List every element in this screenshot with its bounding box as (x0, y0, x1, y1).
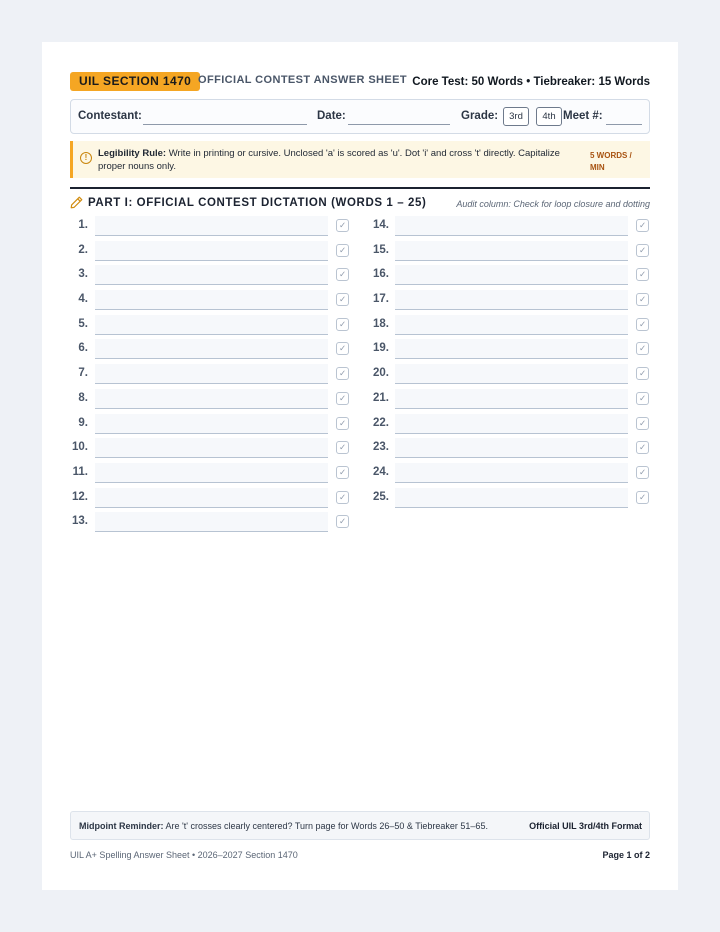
grade-option-4th[interactable]: 4th (536, 107, 562, 126)
reminder-label: Midpoint Reminder: (79, 821, 164, 831)
audit-checkbox[interactable]: ✓ (636, 268, 649, 281)
word-number: 10. (72, 441, 88, 454)
part-title: PART I: OFFICIAL CONTEST DICTATION (WORDS 1 – 25) (88, 197, 427, 209)
answer-row (370, 387, 650, 412)
word-number: 8. (78, 391, 88, 404)
answer-row (370, 486, 650, 511)
answer-field[interactable] (95, 512, 328, 532)
midpoint-reminder-box (70, 811, 650, 840)
audit-checkbox[interactable]: ✓ (636, 466, 649, 479)
word-number: 22. (373, 416, 389, 429)
audit-checkbox[interactable]: ✓ (336, 392, 349, 405)
answer-row (370, 263, 650, 288)
word-number: 12. (72, 490, 88, 503)
answer-row (70, 412, 350, 437)
answer-field[interactable] (95, 216, 328, 236)
answer-field[interactable] (395, 265, 628, 285)
answer-field[interactable] (95, 315, 328, 335)
answer-row (70, 214, 350, 239)
word-number: 1. (78, 219, 88, 231)
answer-field[interactable] (395, 414, 628, 434)
answer-field[interactable] (395, 339, 628, 359)
legibility-rule-label: Legibility Rule: (98, 148, 167, 159)
word-number: 9. (78, 416, 88, 429)
answer-row (370, 412, 650, 437)
answer-field[interactable] (395, 315, 628, 335)
word-number: 13. (72, 515, 88, 528)
answer-field[interactable] (95, 389, 328, 409)
audit-checkbox[interactable]: ✓ (336, 318, 349, 331)
midpoint-reminder (79, 821, 488, 831)
grade-option-3rd[interactable]: 3rd (503, 107, 529, 126)
answer-field[interactable] (95, 241, 328, 261)
answer-field[interactable] (395, 463, 628, 483)
audit-checkbox[interactable]: ✓ (636, 219, 649, 232)
legibility-rule-body: Write in printing or cursive. Unclosed 'a' is scored as 'u'. Dot 'i' and cross 't' directly. Capitalize proper nouns only. (98, 148, 560, 172)
footer-title: UIL A+ Spelling Answer Sheet • 2026–2027 Section 1470 (70, 850, 298, 860)
answer-row (370, 436, 650, 461)
word-column-right (370, 214, 650, 510)
audit-checkbox[interactable]: ✓ (336, 367, 349, 380)
audit-checkbox[interactable]: ✓ (336, 244, 349, 257)
writing-rate-badge: 5 WORDS / MIN (590, 151, 632, 172)
answer-field[interactable] (395, 364, 628, 384)
word-number: 21. (373, 391, 389, 404)
answer-row (70, 288, 350, 313)
section-divider (70, 187, 650, 189)
audit-checkbox[interactable]: ✓ (636, 293, 649, 306)
answer-row (370, 288, 650, 313)
word-number: 18. (373, 317, 389, 330)
contestant-label: Contestant: (78, 110, 142, 122)
audit-checkbox[interactable]: ✓ (636, 367, 649, 380)
word-number: 14. (373, 219, 389, 231)
word-number: 4. (78, 293, 88, 306)
answer-field[interactable] (395, 216, 628, 236)
answer-row (70, 263, 350, 288)
audit-checkbox[interactable]: ✓ (636, 392, 649, 405)
audit-note: Audit column: Check for loop closure and dotting (456, 199, 650, 209)
answer-row (370, 239, 650, 264)
audit-checkbox[interactable]: ✓ (336, 417, 349, 430)
audit-checkbox[interactable]: ✓ (336, 293, 349, 306)
word-number: 2. (78, 243, 88, 256)
word-number: 23. (373, 441, 389, 454)
reminder-text: Are 't' crosses clearly centered? Turn page for Words 26–50 & Tiebreaker 51–65. (163, 821, 488, 831)
answer-row (370, 461, 650, 486)
answer-field[interactable] (95, 488, 328, 508)
legibility-rule-box (70, 141, 650, 178)
answer-field[interactable] (395, 389, 628, 409)
answer-row (70, 486, 350, 511)
audit-checkbox[interactable]: ✓ (636, 491, 649, 504)
legibility-rule-text (98, 147, 568, 173)
audit-checkbox[interactable]: ✓ (636, 441, 649, 454)
word-number: 15. (373, 243, 389, 256)
word-number: 24. (373, 465, 389, 478)
word-column-left (70, 214, 350, 535)
audit-checkbox[interactable]: ✓ (636, 342, 649, 355)
answer-field[interactable] (95, 438, 328, 458)
answer-row (370, 337, 650, 362)
word-number: 19. (373, 342, 389, 355)
answer-field[interactable] (395, 438, 628, 458)
answer-row (370, 214, 650, 239)
audit-checkbox[interactable]: ✓ (336, 466, 349, 479)
audit-checkbox[interactable]: ✓ (636, 417, 649, 430)
audit-checkbox[interactable]: ✓ (636, 244, 649, 257)
word-number: 5. (78, 317, 88, 330)
answer-field[interactable] (95, 364, 328, 384)
answer-field[interactable] (95, 265, 328, 285)
answer-row (70, 387, 350, 412)
answer-field[interactable] (395, 488, 628, 508)
contestant-info-box (70, 99, 650, 134)
word-number: 7. (78, 367, 88, 380)
answer-row (70, 337, 350, 362)
word-number: 20. (373, 367, 389, 380)
date-field[interactable] (348, 124, 450, 125)
answer-field[interactable] (395, 241, 628, 261)
audit-checkbox[interactable]: ✓ (336, 342, 349, 355)
answer-row (370, 313, 650, 338)
answer-row (370, 362, 650, 387)
answer-sheet (42, 42, 678, 890)
answer-field[interactable] (395, 290, 628, 310)
word-number: 3. (78, 268, 88, 281)
meet-field[interactable] (606, 124, 642, 125)
answer-row (70, 313, 350, 338)
date-label: Date: (317, 110, 346, 122)
grade-label: Grade: (461, 110, 499, 122)
answer-row (70, 239, 350, 264)
answer-field[interactable] (95, 339, 328, 359)
audit-checkbox[interactable]: ✓ (336, 441, 349, 454)
answer-row (70, 461, 350, 486)
word-number: 17. (373, 293, 389, 306)
audit-checkbox[interactable]: ✓ (336, 491, 349, 504)
sheet-header (70, 72, 650, 92)
audit-checkbox[interactable]: ✓ (336, 219, 349, 232)
word-number: 6. (78, 342, 88, 355)
page-number: Page 1 of 2 (602, 850, 650, 860)
answer-field[interactable] (95, 414, 328, 434)
word-number: 25. (373, 490, 389, 503)
audit-checkbox[interactable]: ✓ (336, 268, 349, 281)
word-number: 11. (72, 465, 88, 478)
pencil-icon (70, 196, 83, 209)
answer-field[interactable] (95, 290, 328, 310)
core-test-info: Core Test: 50 Words • Tiebreaker: 15 Words (412, 76, 650, 88)
word-number: 16. (373, 268, 389, 281)
audit-checkbox[interactable]: ✓ (336, 515, 349, 528)
meet-label: Meet #: (563, 110, 603, 122)
format-label: Official UIL 3rd/4th Format (529, 821, 642, 831)
answer-field[interactable] (95, 463, 328, 483)
sheet-subtitle: OFFICIAL CONTEST ANSWER SHEET (198, 74, 407, 86)
answer-row (70, 436, 350, 461)
alert-circle-icon: ! (80, 152, 92, 164)
part-heading (70, 196, 650, 212)
answer-row (70, 510, 350, 535)
contestant-field[interactable] (143, 124, 307, 125)
section-badge: UIL SECTION 1470 (70, 72, 200, 91)
answer-row (70, 362, 350, 387)
audit-checkbox[interactable]: ✓ (636, 318, 649, 331)
